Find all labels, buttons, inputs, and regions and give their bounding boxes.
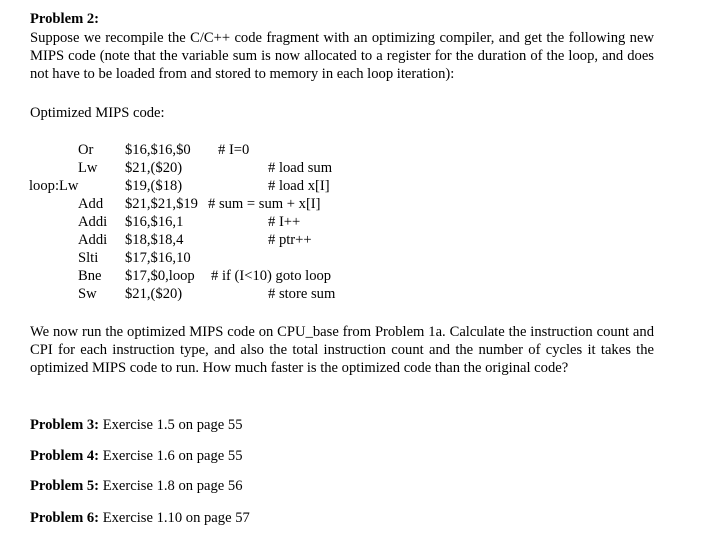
- code-line: [0, 141, 715, 159]
- code-comment: # if (I<10) goto loop: [211, 268, 332, 284]
- code-comment: # sum = sum + x[I]: [208, 196, 321, 212]
- code-opcode: Or: [78, 142, 94, 158]
- code-line: [0, 249, 715, 267]
- code-opcode: Add: [78, 196, 104, 212]
- code-line: [0, 177, 715, 195]
- problem-2-question: We now run the optimized MIPS code on CPU_base from Problem 1a. Calculate the instruction count and CPI for each instruction type, and also the total instruction count and the number of cycles it takes the optimized MIPS code to run. How much faster is the optimized code than the original code?: [30, 324, 654, 376]
- code-opcode: Lw: [78, 160, 98, 176]
- problem-6: [30, 509, 250, 527]
- problem-text: Exercise 1.6 on page 55: [99, 448, 243, 464]
- code-comment: # load sum: [268, 160, 333, 176]
- code-comment: # ptr++: [268, 232, 312, 248]
- problem-label: Problem 4:: [30, 448, 100, 464]
- problem-label: Problem 6:: [30, 510, 100, 526]
- code-comment: # I++: [268, 214, 301, 230]
- problem-2-heading: Problem 2:: [30, 11, 100, 27]
- problem-label: Problem 3:: [30, 417, 100, 433]
- problem-text: Exercise 1.8 on page 56: [99, 478, 243, 494]
- code-operands: $21,($20): [125, 160, 183, 176]
- problem-3: [30, 416, 243, 434]
- code-comment: # load x[I]: [268, 178, 330, 194]
- code-title: Optimized MIPS code:: [30, 105, 165, 121]
- code-opcode: Addi: [78, 232, 108, 248]
- code-operands: $16,$16,$0: [125, 142, 191, 158]
- code-line: [0, 285, 715, 303]
- problem-5: [30, 477, 243, 495]
- code-operands: $18,$18,4: [125, 232, 184, 248]
- code-line: [0, 195, 715, 213]
- code-operands: $21,($20): [125, 286, 183, 302]
- problem-label: Problem 5:: [30, 478, 100, 494]
- code-operands: $16,$16,1: [125, 214, 184, 230]
- code-line: [0, 267, 715, 285]
- code-comment: # store sum: [268, 286, 336, 302]
- problem-text: Exercise 1.10 on page 57: [99, 510, 250, 526]
- problem-text: Exercise 1.5 on page 55: [99, 417, 243, 433]
- mips-code-block: [0, 141, 715, 303]
- code-line: [0, 231, 715, 249]
- code-opcode: Slti: [78, 250, 99, 266]
- code-line: [0, 213, 715, 231]
- code-operands: $17,$0,loop: [125, 268, 195, 284]
- code-operands: $21,$21,$19: [125, 196, 198, 212]
- code-operands: $17,$16,10: [125, 250, 191, 266]
- code-opcode: Sw: [78, 286, 97, 302]
- code-operands: $19,($18): [125, 178, 183, 194]
- problem-4: [30, 447, 243, 465]
- code-opcode: Bne: [78, 268, 102, 284]
- code-opcode: Addi: [78, 214, 108, 230]
- code-line: [0, 159, 715, 177]
- code-label: loop:Lw: [29, 178, 79, 194]
- code-comment: # I=0: [218, 142, 250, 158]
- problem-2-intro: Suppose we recompile the C/C++ code fragment with an optimizing compiler, and get the following new MIPS code (note that the variable sum is now allocated to a register for the duration of the loop, and does not have to be loaded from and stored to memory in each loop iteration):: [30, 30, 654, 82]
